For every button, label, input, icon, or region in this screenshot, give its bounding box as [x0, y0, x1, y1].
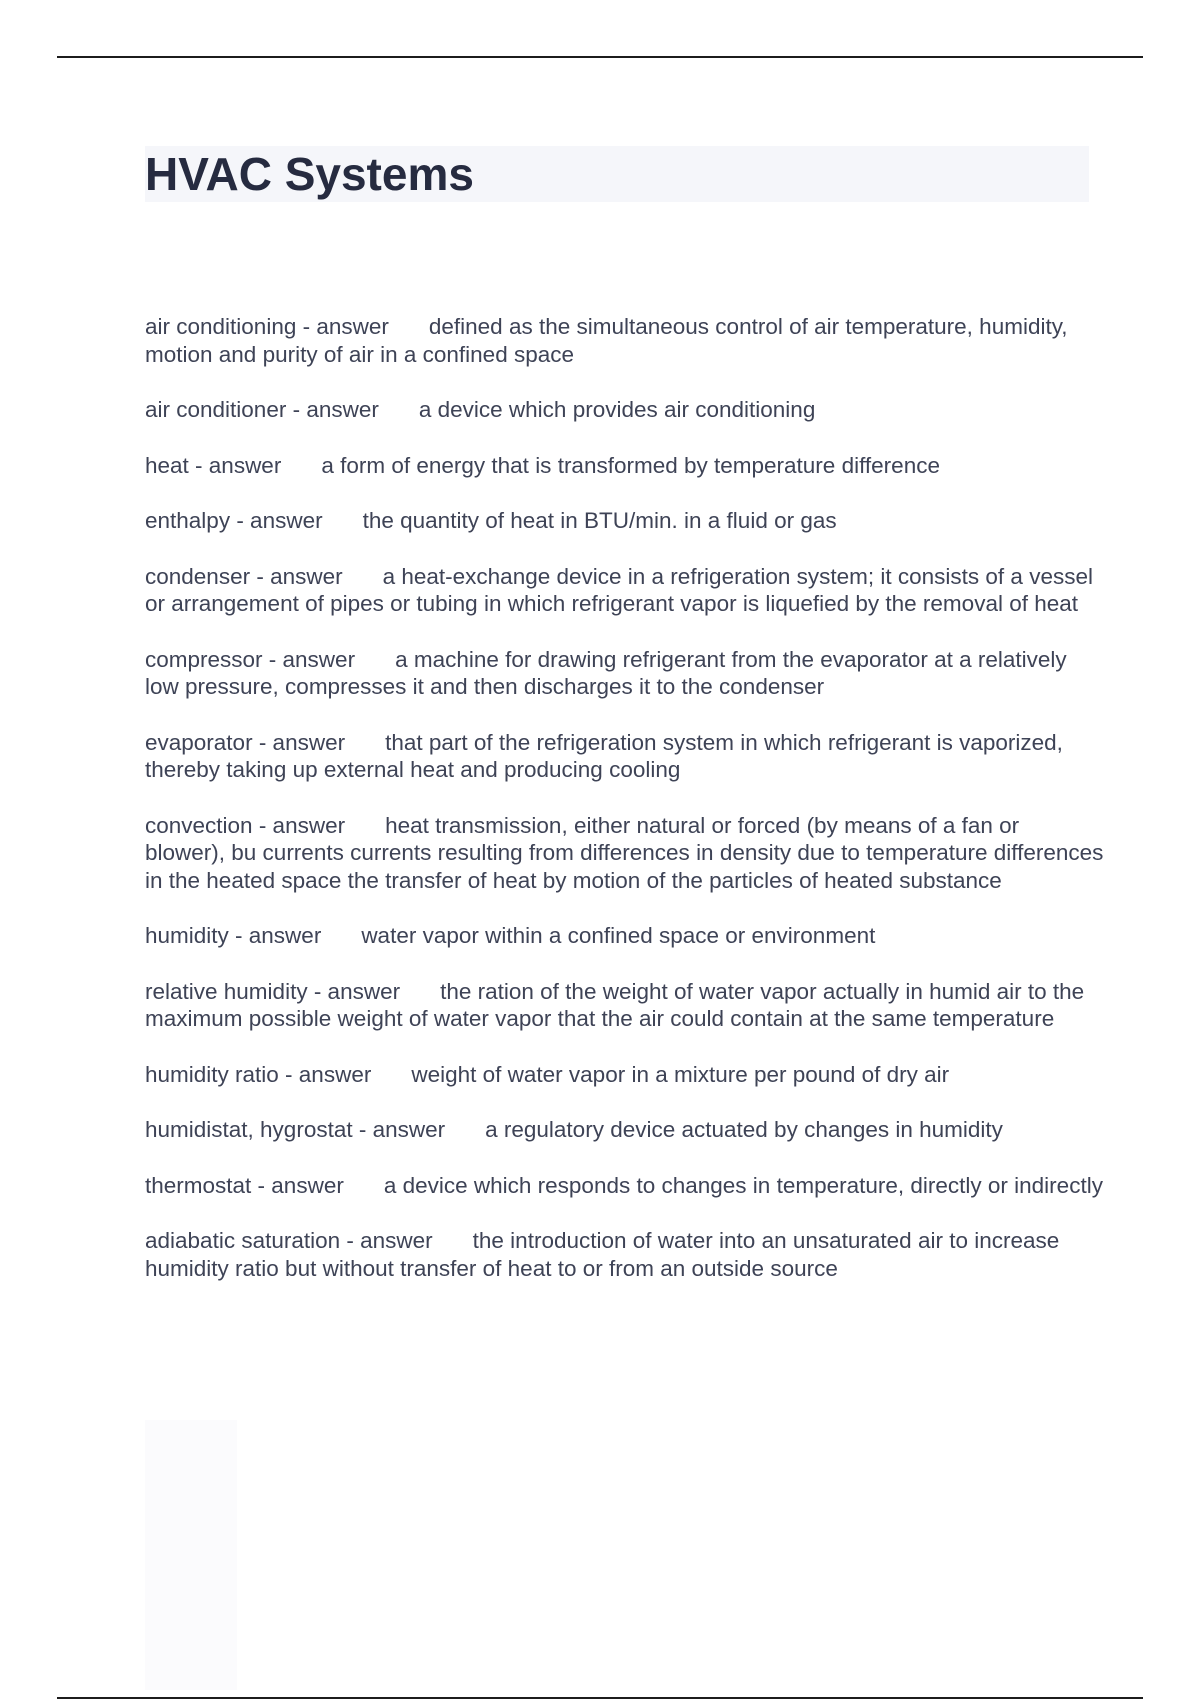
entry-definition: the quantity of heat in BTU/min. in a fluid or gas	[362, 508, 837, 533]
flashcard-entry	[145, 1227, 1105, 1282]
entry-definition: a machine for drawing refrigerant from the evaporator at a relatively low pressure, compresses it and then discharges it to the condenser	[145, 646, 1067, 699]
entry-definition: a regulatory device actuated by changes in humidity	[485, 1117, 1003, 1142]
entry-term: heat - answer	[145, 452, 282, 478]
flashcard-entry	[145, 729, 1105, 784]
entry-definition: a heat-exchange device in a refrigeration system; it consists of a vessel or arrangement of pipes or tubing in which refrigerant vapor is liquefied by the removal of heat	[145, 563, 1093, 616]
flashcard-entry	[145, 812, 1105, 895]
flashcard-entry	[145, 313, 1105, 368]
flashcard-entry	[145, 396, 1105, 424]
entry-definition: that part of the refrigeration system in which refrigerant is vaporized, thereby taking up external heat and producing cooling	[145, 729, 1063, 782]
entry-definition: the introduction of water into an unsaturated air to increase humidity ratio but without transfer of heat to or from an outside source	[145, 1228, 1060, 1281]
entry-term: enthalpy - answer	[145, 508, 323, 533]
flashcard-entry	[145, 1172, 1105, 1200]
entry-term: air conditioning - answer	[145, 314, 389, 339]
entry-definition: weight of water vapor in a mixture per pound of dry air	[411, 1061, 950, 1087]
entry-definition: a form of energy that is transformed by temperature difference	[321, 452, 940, 478]
entry-definition: water vapor within a confined space or environment	[361, 923, 876, 948]
entry-term: air conditioner - answer	[145, 397, 379, 422]
entry-term: convection - answer	[145, 812, 346, 838]
entry-definition: the ration of the weight of water vapor actually in humid air to the maximum possible weight of water vapor that the air could contain at the same temperature	[145, 978, 1085, 1031]
entry-definition: heat transmission, either natural or forced (by means of a fan or blower), bu currents currents resulting from differences in density due to temperature differences in the heated space the transfer of heat by motion of the particles of heated substance	[145, 812, 1104, 893]
flashcard-entry	[145, 452, 1105, 480]
entry-term: evaporator - answer	[145, 729, 346, 755]
flashcard-entry	[145, 978, 1105, 1033]
entry-term: humidity - answer	[145, 923, 322, 948]
flashcard-entry	[145, 1116, 1105, 1144]
flashcard-list	[145, 313, 1105, 1310]
entry-term: humidistat, hygrostat - answer	[145, 1117, 446, 1142]
bottom-rule	[57, 1697, 1143, 1699]
background-tint	[145, 1420, 237, 1690]
entry-term: condenser - answer	[145, 563, 343, 589]
entry-term: compressor - answer	[145, 646, 356, 672]
page-title: HVAC Systems	[145, 148, 474, 200]
flashcard-entry	[145, 646, 1105, 701]
entry-definition: defined as the simultaneous control of air temperature, humidity, motion and purity of air in a confined space	[145, 314, 1068, 367]
flashcard-entry	[145, 1061, 1105, 1089]
entry-term: humidity ratio - answer	[145, 1061, 372, 1087]
entry-term: relative humidity - answer	[145, 978, 401, 1004]
entry-term: thermostat - answer	[145, 1172, 344, 1198]
flashcard-entry	[145, 507, 1105, 535]
entry-definition: a device which provides air conditioning	[418, 397, 816, 422]
entry-term: adiabatic saturation - answer	[145, 1228, 433, 1253]
flashcard-entry	[145, 922, 1105, 950]
top-rule	[57, 56, 1143, 58]
entry-definition: a device which responds to changes in temperature, directly or indirectly	[383, 1172, 1103, 1198]
flashcard-entry	[145, 563, 1105, 618]
